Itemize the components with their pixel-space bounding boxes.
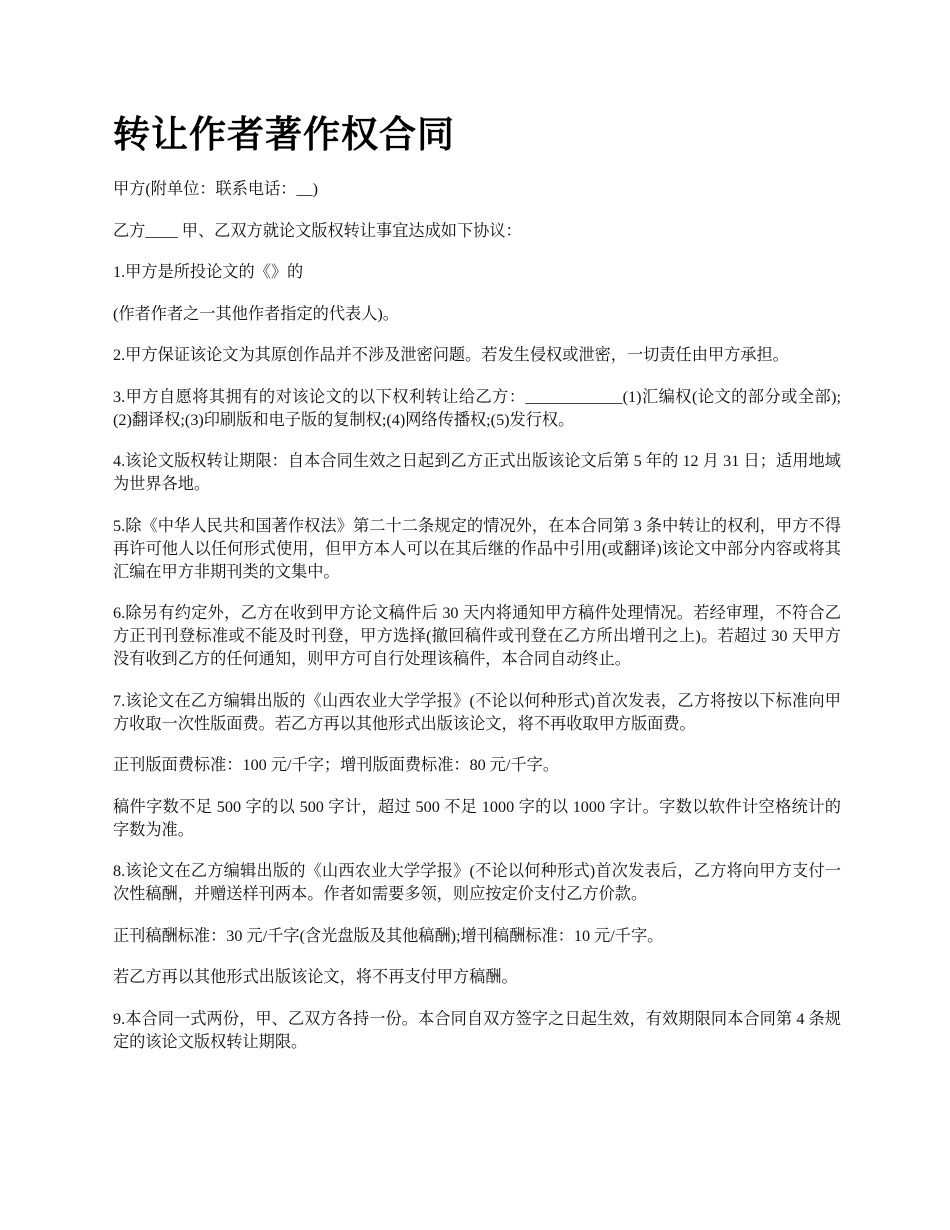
royalty-other-forms: 若乙方再以其他形式出版该论文，将不再支付甲方稿酬。 [113, 968, 518, 986]
document-body [113, 178, 841, 1072]
clause-1-note: (作者作者之一其他作者指定的代表人)。 [113, 304, 399, 323]
paragraph-party-b: 乙方____ 甲、乙双方就论文版权转让事宜达成如下协议： [113, 221, 522, 240]
clause-7: 7.该论文在乙方编辑出版的《山西农业大学学报》(不论以何种形式)首次发表，乙方将按以下标准向甲方收取一次性版面费。若乙方再以其他形式出版该论文，将不再收取甲方版面费。 [113, 691, 841, 733]
clause-5: 5.除《中华人民共和国著作权法》第二十二条规定的情况外，在本合同第 3 条中转让的权利，甲方不得再许可他人以任何形式使用，但甲方本人可以在其后继的作品中引用(或翻译)该论文中部分内容或将其汇编在甲方非期刊类的文集中。 [113, 516, 841, 581]
royalty-standard: 正刊稿酬标准：30 元/千字(含光盘版及其他稿酬);增刊稿酬标准：10 元/千字。 [113, 926, 664, 945]
layout-fee-standard: 正刊版面费标准：100 元/千字；增刊版面费标准：80 元/千字。 [113, 756, 560, 774]
clause-8: 8.该论文在乙方编辑出版的《山西农业大学学报》(不论以何种形式)首次发表后，乙方将向甲方支付一次性稿酬，并赠送样刊两本。作者如需要多领，则应按定价支付乙方价款。 [113, 862, 841, 903]
word-count-rule: 稿件字数不足 500 字的以 500 字计，超过 500 不足 1000 字的以 1000 字计。字数以软件计空格统计的字数为准。 [113, 797, 841, 839]
clause-6: 6.除另有约定外，乙方在收到甲方论文稿件后 30 天内将通知甲方稿件处理情况。若经审理，不符合乙方正刊刊登标准或不能及时刊登，甲方选择(撤回稿件或刊登在乙方所出增刊之上)。若超过 30 天甲方没有收到乙方的任何通知，则甲方可自行处理该稿件，本合同自动终止。 [113, 604, 841, 668]
clause-9: 9.本合同一式两份，甲、乙双方各持一份。本合同自双方签字之日起生效，有效期限同本合同第 4 条规定的该论文版权转让期限。 [113, 1009, 841, 1051]
paragraph-party-a: 甲方(附单位：联系电话：__) [113, 180, 319, 198]
clause-3: 3.甲方自愿将其拥有的对该论文的以下权利转让给乙方：____________(1)汇编权(论文的部分或全部);(2)翻译权;(3)印刷版和电子版的复制权;(4)网络传播权;(5)发行权。 [113, 387, 841, 429]
clause-1: 1.甲方是所投论文的《》的 [113, 263, 304, 281]
clause-2: 2.甲方保证该论文为其原创作品并不涉及泄密问题。若发生侵权或泄密，一切责任由甲方承担。 [113, 346, 789, 364]
document-title: 转让作者著作权合同 [113, 115, 455, 156]
clause-4: 4.该论文版权转让期限：自本合同生效之日起到乙方正式出版该论文后第 5 年的 12 月 31 日；适用地域为世界各地。 [113, 452, 841, 493]
